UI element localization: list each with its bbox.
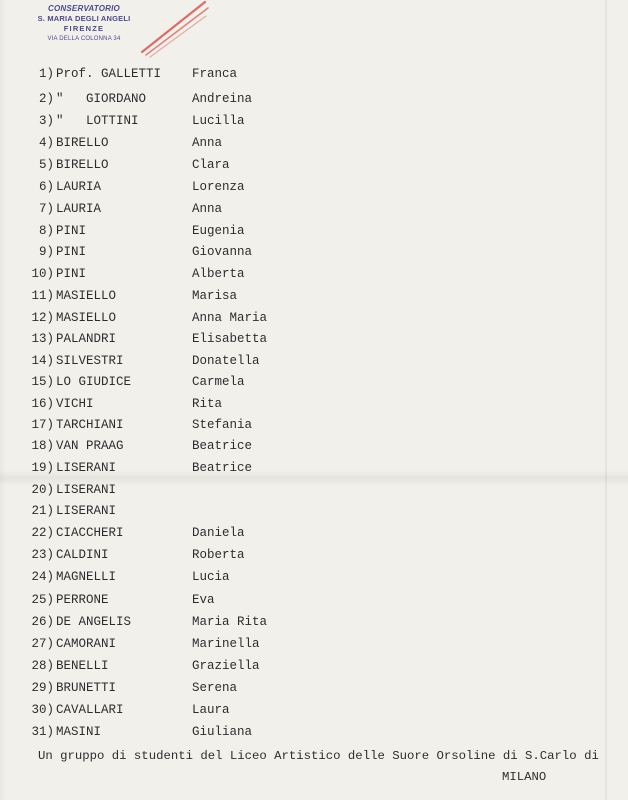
list-item	[18, 680, 238, 696]
entry-first-name: Carmela	[192, 375, 245, 389]
entry-first-name: Giuliana	[192, 725, 253, 739]
list-item	[18, 503, 117, 519]
list-item	[18, 460, 253, 476]
list-item	[18, 658, 260, 674]
entry-surname: CIACCHERI	[56, 526, 124, 540]
entry-surname: LAURIA	[56, 202, 102, 216]
caption-text: Un gruppo di studenti del Liceo Artistico delle Suore Orsoline di S.Carlo di	[38, 749, 599, 763]
entry-surname: BIRELLO	[56, 136, 109, 150]
stamp-line-4: VIA DELLA COLONNA 34	[47, 36, 121, 42]
list-item	[18, 353, 260, 369]
list-item	[18, 331, 268, 347]
entry-number: 25)	[31, 593, 54, 607]
entry-surname: MASINI	[56, 725, 102, 739]
entry-first-name: Anna Maria	[192, 311, 268, 325]
entry-first-name: Beatrice	[192, 461, 253, 475]
list-item	[18, 614, 268, 630]
list-item	[18, 91, 253, 107]
entry-number: 9)	[38, 245, 54, 259]
entry-first-name: Roberta	[192, 548, 245, 562]
entry-number: 11)	[31, 289, 54, 303]
entry-surname: LISERANI	[56, 483, 117, 497]
stamp-line-3: FIRENZE	[63, 24, 105, 33]
entry-surname: DE ANGELIS	[56, 615, 132, 629]
entry-first-name: Eva	[192, 593, 215, 607]
list-item	[18, 636, 260, 652]
entry-first-name: Franca	[192, 67, 238, 81]
entry-surname: MASIELLO	[56, 289, 117, 303]
entry-surname: LISERANI	[56, 504, 117, 518]
list-item	[18, 179, 245, 195]
entry-surname: BRUNETTI	[56, 681, 117, 695]
list-item	[18, 525, 245, 541]
list-item	[18, 547, 245, 563]
entry-surname: " LOTTINI	[56, 114, 139, 128]
list-item	[18, 201, 223, 217]
entry-first-name: Rita	[192, 397, 223, 411]
entry-number: 17)	[31, 418, 54, 432]
entry-number: 31)	[31, 725, 54, 739]
paper-fold-line	[605, 0, 607, 800]
entry-number: 8)	[38, 224, 54, 238]
entry-number: 15)	[31, 375, 54, 389]
entry-surname: LAURIA	[56, 180, 102, 194]
entry-first-name: Maria Rita	[192, 615, 268, 629]
entry-surname: MAGNELLI	[56, 570, 117, 584]
entry-surname: CALDINI	[56, 548, 109, 562]
entry-first-name: Anna	[192, 202, 223, 216]
entry-surname: TARCHIANI	[56, 418, 124, 432]
entry-first-name: Graziella	[192, 659, 260, 673]
entry-number: 6)	[38, 180, 54, 194]
entry-first-name: Daniela	[192, 526, 245, 540]
entry-first-name: Elisabetta	[192, 332, 268, 346]
entry-first-name: Marinella	[192, 637, 260, 651]
entry-first-name: Andreina	[192, 92, 253, 106]
entry-first-name: Beatrice	[192, 439, 253, 453]
entry-number: 20)	[31, 483, 54, 497]
entry-surname: Prof. GALLETTI	[56, 67, 162, 81]
entry-surname: PALANDRI	[56, 332, 117, 346]
entry-surname: BENELLI	[56, 659, 109, 673]
list-item	[18, 135, 223, 151]
entry-number: 21)	[31, 504, 54, 518]
entry-number: 12)	[31, 311, 54, 325]
list-item	[18, 266, 245, 282]
entry-number: 22)	[31, 526, 54, 540]
entry-surname: PINI	[56, 267, 87, 281]
stamp-line-2: S. MARIA DEGLI ANGELI	[37, 14, 131, 23]
entry-number: 4)	[38, 136, 54, 150]
entry-number: 30)	[31, 703, 54, 717]
entry-number: 26)	[31, 615, 54, 629]
entry-surname: LO GIUDICE	[56, 375, 132, 389]
list-item	[18, 592, 215, 608]
list-item	[18, 396, 223, 412]
entry-surname: CAMORANI	[56, 637, 117, 651]
entry-surname: " GIORDANO	[56, 92, 147, 106]
entry-first-name: Lorenza	[192, 180, 245, 194]
entry-surname: LISERANI	[56, 461, 117, 475]
city-text: MILANO	[502, 770, 547, 784]
entry-number: 2)	[38, 92, 54, 106]
entry-surname: MASIELLO	[56, 311, 117, 325]
entry-number: 3)	[38, 114, 54, 128]
entry-surname: BIRELLO	[56, 158, 109, 172]
entry-number: 23)	[31, 548, 54, 562]
entry-surname: VICHI	[56, 397, 94, 411]
list-item	[18, 244, 253, 260]
entry-first-name: Clara	[192, 158, 230, 172]
entry-number: 28)	[31, 659, 54, 673]
entry-first-name: Stefania	[192, 418, 253, 432]
entry-first-name: Laura	[192, 703, 230, 717]
entry-first-name: Serena	[192, 681, 238, 695]
list-item	[18, 438, 253, 454]
entry-number: 5)	[38, 158, 54, 172]
entry-number: 1)	[38, 67, 54, 81]
list-item	[18, 113, 245, 129]
entry-number: 19)	[31, 461, 54, 475]
entry-number: 13)	[31, 332, 54, 346]
entry-number: 16)	[31, 397, 54, 411]
entry-first-name: Lucilla	[192, 114, 245, 128]
entry-surname: SILVESTRI	[56, 354, 124, 368]
list-item	[18, 310, 268, 326]
entry-surname: VAN PRAAG	[56, 439, 124, 453]
entry-number: 7)	[38, 202, 54, 216]
institution-stamp	[14, 4, 154, 44]
list-item	[18, 702, 230, 718]
entry-first-name: Marisa	[192, 289, 238, 303]
list-item	[18, 288, 238, 304]
list-item	[18, 157, 230, 173]
entry-number: 18)	[31, 439, 54, 453]
entry-first-name: Eugenia	[192, 224, 245, 238]
entry-first-name: Lucia	[192, 570, 230, 584]
entry-number: 27)	[31, 637, 54, 651]
list-item	[18, 66, 238, 82]
entry-surname: PERRONE	[56, 593, 109, 607]
list-item	[18, 417, 253, 433]
entry-first-name: Alberta	[192, 267, 245, 281]
entry-surname: PINI	[56, 245, 87, 259]
entry-surname: PINI	[56, 224, 87, 238]
list-item	[18, 724, 253, 740]
entry-number: 10)	[31, 267, 54, 281]
entry-first-name: Donatella	[192, 354, 260, 368]
list-item	[18, 569, 230, 585]
entry-number: 24)	[31, 570, 54, 584]
entry-first-name: Anna	[192, 136, 223, 150]
entry-number: 29)	[31, 681, 54, 695]
entry-number: 14)	[31, 354, 54, 368]
list-item	[18, 482, 117, 498]
list-item	[18, 374, 245, 390]
entry-first-name: Giovanna	[192, 245, 253, 259]
list-item	[18, 223, 245, 239]
entry-surname: CAVALLARI	[56, 703, 124, 717]
stamp-line-1: CONSERVATORIO	[48, 4, 120, 13]
